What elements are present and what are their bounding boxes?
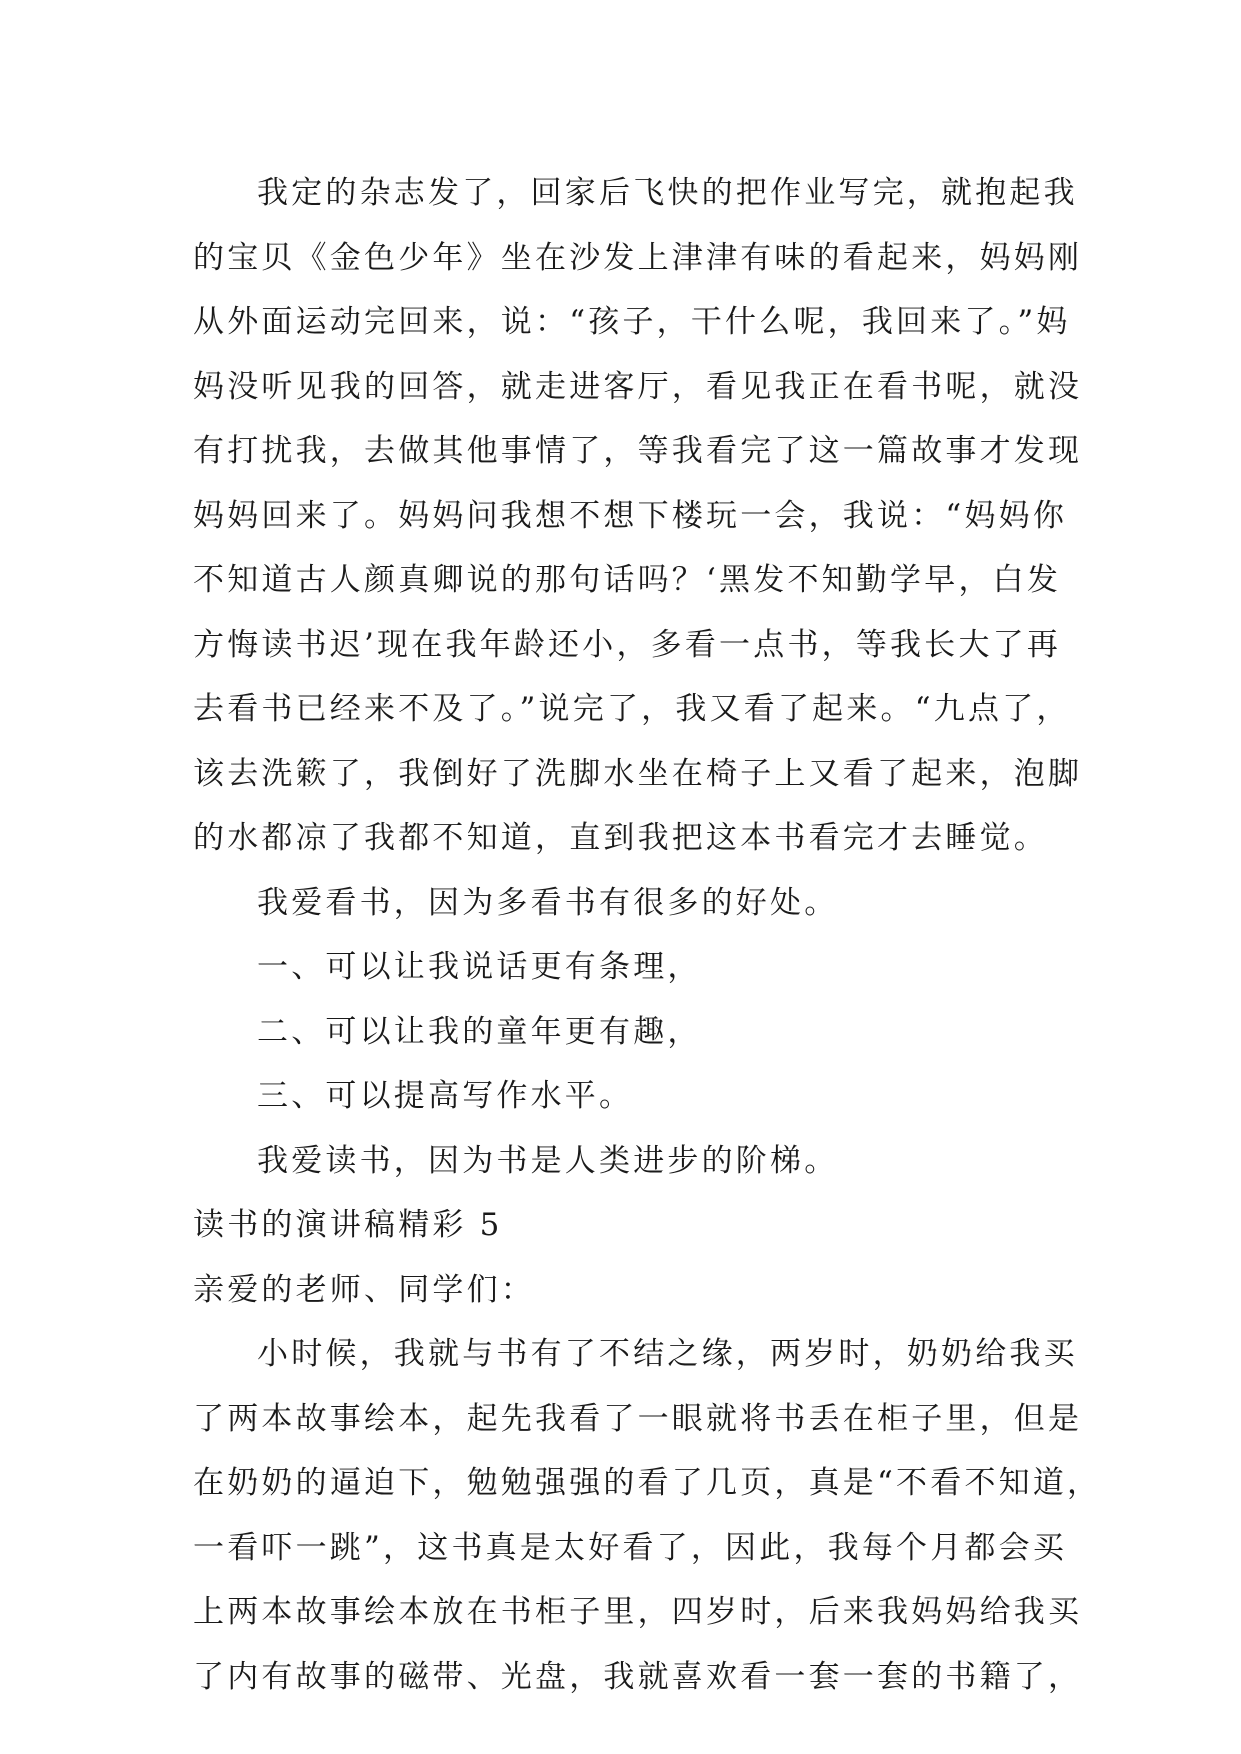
text-line: 在奶奶的逼迫下，勉勉强强的看了几页，真是“不看不知道， <box>193 1465 1102 1501</box>
paragraph-conclusion: 我爱读书，因为书是人类进步的阶梯。 <box>257 1142 839 1179</box>
section-title: 读书的演讲稿精彩 5 <box>193 1207 503 1243</box>
text-line: 了两本故事绘本，起先我看了一眼就将书丢在柜子里，但是 <box>193 1400 1083 1437</box>
text-line: 的宝贝《金色少年》坐在沙发上津津有味的看起来，妈妈刚 <box>193 239 1083 276</box>
text-line: 妈没听见我的回答，就走进客厅，看见我正在看书呢，就没 <box>193 368 1083 405</box>
list-item: 一、可以让我说话更有条理， <box>257 949 702 985</box>
text-line: 我定的杂志发了，回家后飞快的把作业写完，就抱起我 <box>257 175 1078 211</box>
text-line: 一看吓一跳”，这书真是太好看了，因此，我每个月都会买 <box>193 1529 1068 1566</box>
text-line: 小时候，我就与书有了不结之缘，两岁时，奶奶给我买 <box>257 1336 1078 1372</box>
text-line: 该去洗簌了，我倒好了洗脚水坐在椅子上又看了起来，泡脚 <box>193 755 1083 792</box>
benefits-list <box>193 935 1073 1129</box>
list-item: 三、可以提高写作水平。 <box>257 1078 634 1114</box>
text-line: 上两本故事绘本放在书柜子里，四岁时，后来我妈妈给我买 <box>193 1594 1083 1630</box>
text-line: 的水都凉了我都不知道，直到我把这本书看完才去睡觉。 <box>193 820 1048 856</box>
text-line: 方悔读书迟’现在我年龄还小，多看一点书，等我长大了再 <box>193 626 1062 663</box>
list-item: 二、可以让我的童年更有趣， <box>257 1013 702 1050</box>
text-line: 有打扰我，去做其他事情了，等我看完了这一篇故事才发现 <box>193 433 1083 469</box>
text-line: 去看书已经来不及了。”说完了，我又看了起来。“九点了， <box>193 691 1071 727</box>
paragraph-story <box>193 161 1083 871</box>
document-body <box>193 161 1102 1709</box>
greeting: 亲爱的老师、同学们： <box>193 1271 535 1308</box>
paragraph-benefits-intro: 我爱看书，因为多看书有很多的好处。 <box>257 884 839 921</box>
paragraph-childhood <box>193 1322 1102 1709</box>
text-line: 了内有故事的磁带、光盘，我就喜欢看一套一套的书籍了， <box>193 1658 1083 1695</box>
text-line: 妈妈回来了。妈妈问我想不想下楼玩一会，我说：“妈妈你 <box>193 497 1068 534</box>
text-line: 从外面运动完回来，说：“孩子，干什么呢，我回来了。”妈 <box>193 304 1071 340</box>
text-line: 不知道古人颜真卿说的那句话吗？‘黑发不知勤学早，白发 <box>193 562 1062 598</box>
